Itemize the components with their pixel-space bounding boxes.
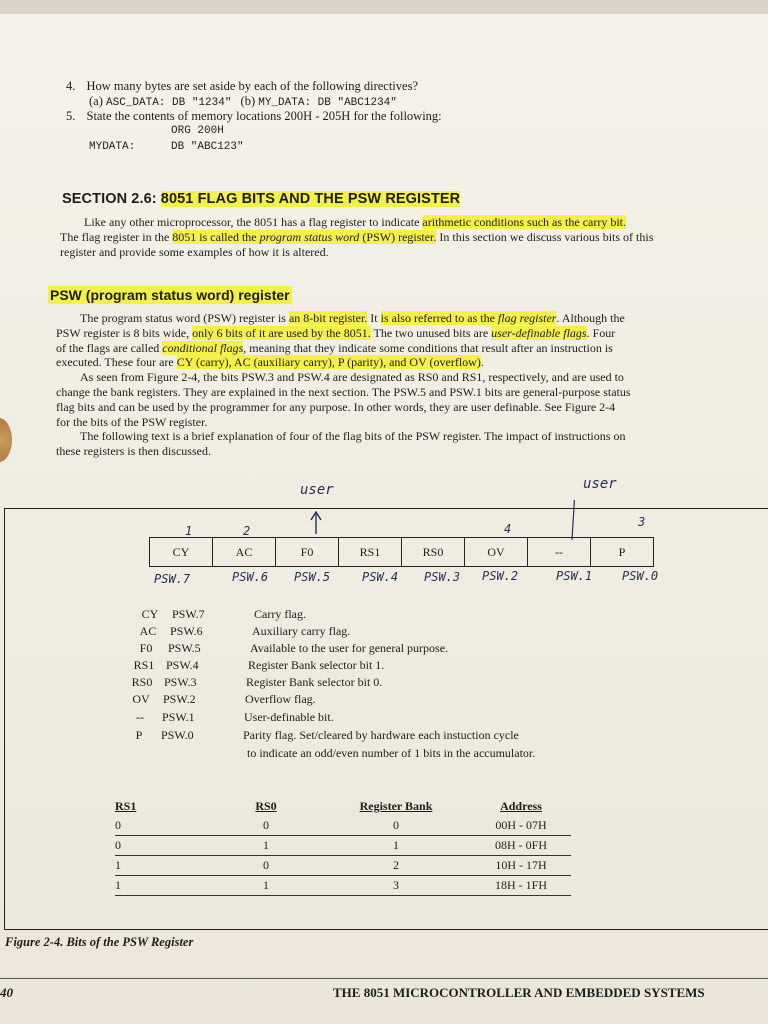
section-heading (62, 191, 460, 207)
legend-row (128, 606, 306, 622)
handwritten-number: 3 (638, 515, 646, 529)
legend-symbol: CY (141, 607, 159, 621)
option-b-code: MY_DATA: DB "ABC1234" (258, 97, 397, 109)
legend-symbol: RS0 (131, 675, 153, 689)
psw-text: of the flags are called (56, 340, 163, 355)
section-number: SECTION 2.6: (62, 191, 161, 207)
legend-bit: PSW.1 (162, 710, 195, 724)
legend-bit: PSW.5 (168, 641, 201, 655)
bank-cell: 3 (321, 876, 471, 896)
psw-bit-cell: RS0 (402, 538, 465, 567)
handwritten-psw-label: PSW.4 (362, 570, 399, 584)
option-a-label: (a) (89, 94, 103, 108)
bank-header: Address (500, 798, 542, 813)
bank-header-row (115, 796, 571, 816)
question-4 (66, 79, 418, 94)
option-b-label: (b) (240, 94, 256, 108)
psw-bit-cell: CY (150, 538, 213, 567)
legend-row (117, 727, 519, 743)
bank-cell: 00H - 07H (471, 816, 571, 836)
legend-bit: PSW.4 (166, 658, 199, 672)
legend-desc: User-definable bit. (244, 710, 334, 724)
intro-text: Like any other microprocessor, the 8051 has a flag register to indicate (84, 215, 423, 229)
legend-desc: Register Bank selector bit 1. (248, 658, 385, 672)
psw-text: . (480, 355, 484, 370)
psw-highlight: only 6 bits of it are used by the 8051. (192, 325, 371, 340)
psw-text: It (367, 311, 381, 325)
bank-header: RS1 (115, 798, 137, 813)
psw-highlight: is also referred to as the (380, 311, 498, 325)
psw-text: these registers is then discussed. (56, 444, 211, 459)
psw-paragraph (56, 311, 631, 459)
psw-bit-cell: RS1 (339, 538, 402, 567)
handwritten-psw-label: PSW.3 (424, 570, 461, 584)
handwritten-number: 2 (243, 524, 251, 538)
intro-highlight-italic: program status word (259, 229, 360, 244)
psw-text: executed. These four are (56, 355, 177, 370)
bank-row (115, 816, 571, 836)
psw-bit-row (150, 538, 654, 567)
legend-symbol: P (135, 728, 143, 742)
psw-highlight-italic: conditional flags (162, 340, 244, 355)
legend-symbol: AC (139, 624, 157, 638)
code-line-db: DB "ABC123" (171, 141, 244, 153)
psw-highlight-italic: flag register (497, 311, 557, 325)
legend-desc: Parity flag. Set/cleared by hardware each instuction cycle (243, 728, 519, 742)
question-text: How many bytes are set aside by each of the following directives? (86, 79, 418, 93)
psw-bit-cell: F0 (276, 538, 339, 567)
footer-rule (0, 978, 768, 979)
psw-highlight-italic: user-definable flags (491, 325, 587, 340)
psw-text: The following text is a brief explanation of four of the flag bits of the PSW register. The impact of instructions on (80, 429, 626, 444)
legend-symbol: F0 (139, 641, 153, 655)
legend-row (120, 674, 382, 690)
thumb-shadow (0, 418, 12, 462)
legend-row (119, 691, 316, 707)
legend-row (122, 657, 384, 673)
intro-highlight: 8051 is called the (172, 229, 260, 244)
legend-bit: PSW.0 (161, 728, 194, 742)
psw-text: flag bits and can be used by the programmer for any purpose. In other words, they are user definable. See Figure 2-4 (56, 399, 616, 414)
bank-cell: 1 (115, 876, 211, 896)
bank-cell: 0 (115, 836, 211, 856)
question-number: 5. (66, 109, 76, 123)
legend-row (118, 709, 334, 725)
option-a-code: ASC_DATA: DB "1234" (106, 97, 232, 109)
psw-subtitle: PSW (program status word) register (50, 287, 290, 303)
psw-bit-cell: AC (213, 538, 276, 567)
handwritten-psw-label: PSW.1 (556, 569, 593, 583)
psw-text: for the bits of the PSW register. (56, 414, 208, 429)
psw-text: , meaning that they indicate some conditions that result after an instruction is (243, 340, 613, 355)
psw-bit-table (149, 537, 654, 567)
bank-cell: 0 (115, 816, 211, 836)
bank-row (115, 856, 571, 876)
legend-desc: Register Bank selector bit 0. (246, 675, 383, 689)
intro-text: In this section we discuss various bits of this (436, 229, 654, 244)
handwritten-user-left: user (300, 482, 334, 498)
bank-cell: 0 (321, 816, 471, 836)
bank-header: Register Bank (359, 798, 433, 813)
intro-text: register and provide some examples of how it is altered. (60, 244, 329, 259)
psw-text: . Although the (556, 311, 625, 325)
bank-cell: 18H - 1FH (471, 876, 571, 896)
code-label-mydata: MYDATA: (89, 141, 136, 153)
intro-highlight: arithmetic conditions such as the carry bit. (422, 215, 627, 229)
bank-cell: 1 (321, 836, 471, 856)
register-bank-table (115, 796, 571, 896)
psw-text: . Four (586, 325, 616, 340)
handwritten-number: 4 (504, 522, 512, 536)
legend-desc: Available to the user for general purpose. (250, 641, 449, 655)
intro-paragraph (60, 215, 653, 259)
legend-symbol: OV (132, 692, 150, 706)
question-number: 4. (66, 79, 76, 93)
handwritten-user-right: user (583, 476, 617, 492)
legend-bit: PSW.6 (170, 624, 203, 638)
legend-desc: Carry flag. (254, 607, 306, 621)
page-top-edge (0, 0, 768, 14)
page-number: 40 (0, 985, 13, 1000)
handwritten-psw-label: PSW.7 (154, 572, 191, 586)
legend-row (124, 640, 448, 656)
legend-symbol: RS1 (133, 658, 155, 672)
legend-row (126, 623, 350, 639)
handwritten-psw-label: PSW.5 (294, 570, 331, 584)
bank-cell: 0 (211, 856, 321, 876)
handwritten-number: 1 (185, 524, 193, 538)
legend-bit: PSW.7 (172, 607, 205, 621)
psw-text: The program status word (PSW) register is (80, 311, 289, 325)
psw-highlight: CY (carry), AC (auxiliary carry), P (parity), and OV (overflow) (176, 355, 481, 370)
figure-caption: Figure 2-4. Bits of the PSW Register (5, 935, 194, 949)
legend-symbol: -- (136, 710, 144, 724)
legend-continuation: to indicate an odd/even number of 1 bits in the accumulator. (247, 746, 536, 760)
bank-cell: 08H - 0FH (471, 836, 571, 856)
bank-cell: 1 (211, 876, 321, 896)
book-title: THE 8051 MICROCONTROLLER AND EMBEDDED SYSTEMS (333, 985, 705, 1000)
intro-text: The flag register in the (60, 229, 173, 244)
legend-desc: Overflow flag. (245, 692, 316, 706)
handwritten-psw-label: PSW.0 (622, 569, 659, 583)
section-title: 8051 FLAG BITS AND THE PSW REGISTER (160, 191, 461, 207)
handwritten-psw-label: PSW.6 (232, 570, 269, 584)
handwritten-psw-label: PSW.2 (482, 569, 519, 583)
intro-highlight: (PSW) register. (359, 229, 437, 244)
bank-cell: 2 (321, 856, 471, 876)
bank-header: RS0 (255, 798, 277, 813)
psw-bit-cell: P (591, 538, 654, 567)
bank-row (115, 836, 571, 856)
legend-bit: PSW.2 (163, 692, 196, 706)
question-text: State the contents of memory locations 200H - 205H for the following: (86, 109, 442, 123)
bank-cell: 10H - 17H (471, 856, 571, 876)
legend-bit: PSW.3 (164, 675, 197, 689)
psw-text: The two unused bits are (370, 325, 492, 340)
psw-highlight: an 8-bit register. (288, 311, 368, 325)
psw-text: As seen from Figure 2-4, the bits PSW.3 and PSW.4 are designated as RS0 and RS1, respectively, and are used to (80, 370, 624, 385)
bank-row (115, 876, 571, 896)
code-line-org: ORG 200H (171, 125, 224, 137)
bank-cell: 0 (211, 816, 321, 836)
psw-bit-cell: -- (528, 538, 591, 567)
legend-desc: Auxiliary carry flag. (252, 624, 351, 638)
bank-cell: 1 (211, 836, 321, 856)
psw-text: PSW register is 8 bits wide, (56, 325, 193, 340)
psw-bit-cell: OV (465, 538, 528, 567)
question-5 (66, 109, 442, 124)
psw-text: change the bank registers. They are explained in the next section. The PSW.5 and PSW.1 bits are general-purpose status (56, 384, 631, 399)
bank-cell: 1 (115, 856, 211, 876)
